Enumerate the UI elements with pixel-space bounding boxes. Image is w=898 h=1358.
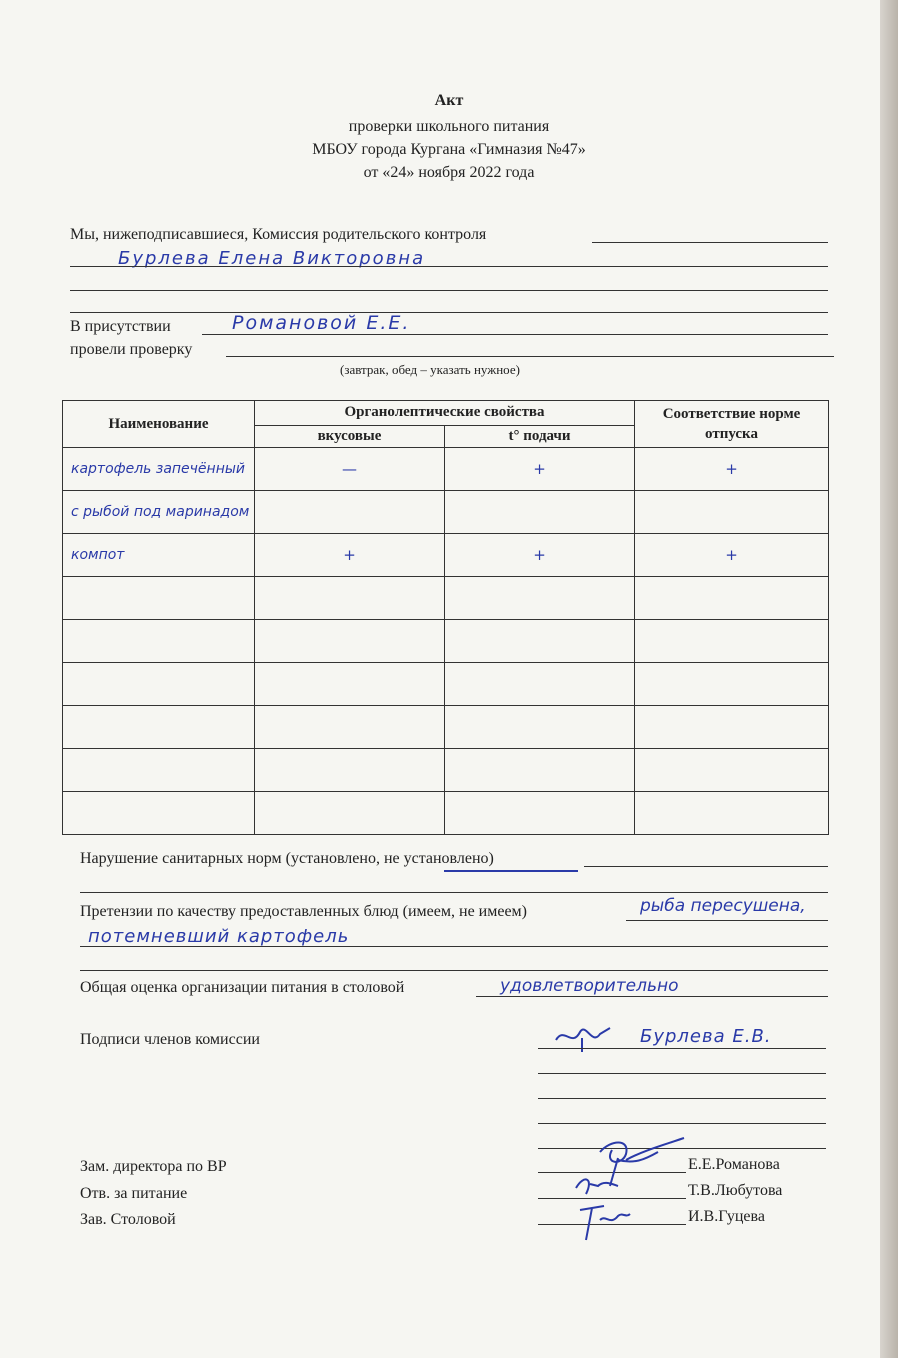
signature-line-4	[538, 1123, 826, 1124]
claims-line-1	[626, 920, 828, 921]
doc-subtitle-2: МБОУ города Кургана «Гимназия №47»	[312, 141, 586, 158]
dish-name-cell: картофель запечённый	[63, 448, 255, 491]
official-role-3: Зав. Столовой	[80, 1211, 176, 1228]
table-row	[63, 534, 829, 577]
assessment-handwriting: удовлетворительно	[500, 976, 679, 996]
dish-name-cell	[63, 792, 255, 835]
claims-label: Претензии по качеству предоставленных блюд (имеем, не имеем)	[80, 903, 528, 920]
commission-line-3	[70, 290, 828, 291]
doc-title: Акт	[434, 92, 464, 109]
taste-cell: —	[255, 448, 445, 491]
taste-cell	[255, 706, 445, 749]
compliance-cell	[635, 620, 829, 663]
signature-line-3	[538, 1098, 826, 1099]
claims-handwriting-1: рыба пересушена,	[640, 896, 806, 916]
claims-line-3	[80, 970, 828, 971]
violations-underline	[444, 870, 578, 872]
official-name-3: И.В.Гуцева	[688, 1208, 765, 1225]
header-temperature: t° подачи	[445, 425, 635, 447]
check-line	[226, 356, 834, 357]
official-role-1: Зам. директора по ВР	[80, 1158, 227, 1175]
inspection-table	[62, 400, 829, 835]
presence-line	[202, 334, 828, 335]
taste-cell	[255, 577, 445, 620]
commission-member-handwriting: Бурлева Елена Викторовна	[118, 248, 426, 269]
commission-line-2	[70, 266, 828, 267]
taste-cell	[255, 749, 445, 792]
table-row	[63, 620, 829, 663]
signature-line-1	[538, 1048, 826, 1049]
taste-cell: +	[255, 534, 445, 577]
header-organoleptic: Органолептические свойства	[255, 401, 635, 426]
temperature-cell: +	[445, 448, 635, 491]
table-row	[63, 491, 829, 534]
temperature-cell	[445, 577, 635, 620]
table-row	[63, 448, 829, 491]
temperature-cell	[445, 792, 635, 835]
header-taste: вкусовые	[255, 425, 445, 447]
temperature-cell	[445, 620, 635, 663]
table-row	[63, 706, 829, 749]
compliance-cell	[635, 491, 829, 534]
official-signatures	[560, 1130, 690, 1248]
header-compliance: Соответствие норме отпуска	[635, 401, 829, 448]
paper-edge	[880, 0, 898, 1358]
commission-line-1	[592, 242, 828, 243]
assessment-label: Общая оценка организации питания в столовой	[80, 979, 405, 996]
temperature-cell	[445, 706, 635, 749]
taste-cell	[255, 792, 445, 835]
commission-intro: Мы, нижеподписавшиеся, Комиссия родительского контроля	[70, 226, 487, 243]
compliance-cell: +	[635, 534, 829, 577]
check-label: провели проверку	[70, 341, 193, 358]
dish-name-cell: с рыбой под маринадом	[63, 491, 255, 534]
header-name: Наименование	[63, 401, 255, 448]
official-name-2: Т.В.Любутова	[688, 1182, 783, 1199]
violations-line-2	[80, 892, 828, 893]
signature-line-2	[538, 1073, 826, 1074]
violations-line-1	[584, 866, 828, 867]
dish-name-cell	[63, 620, 255, 663]
compliance-cell: +	[635, 448, 829, 491]
dish-name-cell	[63, 749, 255, 792]
doc-date: от «24» ноября 2022 года	[363, 164, 535, 181]
table-row	[63, 577, 829, 620]
dish-name-cell: компот	[63, 534, 255, 577]
claims-line-2	[80, 946, 828, 947]
compliance-cell	[635, 663, 829, 706]
signatures-label: Подписи членов комиссии	[80, 1031, 260, 1048]
check-hint: (завтрак, обед – указать нужное)	[340, 362, 520, 377]
taste-cell	[255, 663, 445, 706]
temperature-cell	[445, 749, 635, 792]
official-role-2: Отв. за питание	[80, 1185, 188, 1202]
member-signature-name: Бурлева Е.В.	[640, 1026, 772, 1047]
compliance-cell	[635, 706, 829, 749]
taste-cell	[255, 491, 445, 534]
dish-name-cell	[63, 706, 255, 749]
compliance-cell	[635, 749, 829, 792]
compliance-cell	[635, 577, 829, 620]
violations-label: Нарушение санитарных норм (установлено, не установлено)	[80, 850, 494, 867]
presence-label: В присутствии	[70, 318, 171, 335]
table-row	[63, 663, 829, 706]
commission-line-4	[70, 312, 828, 313]
official-name-1: Е.Е.Романова	[688, 1156, 780, 1173]
doc-subtitle-1: проверки школьного питания	[348, 118, 550, 135]
dish-name-cell	[63, 577, 255, 620]
taste-cell	[255, 620, 445, 663]
temperature-cell	[445, 663, 635, 706]
assessment-line	[476, 996, 828, 997]
compliance-cell	[635, 792, 829, 835]
claims-handwriting-2: потемневший картофель	[88, 926, 350, 947]
temperature-cell: +	[445, 534, 635, 577]
temperature-cell	[445, 491, 635, 534]
presence-handwriting: Романовой Е.Е.	[232, 312, 411, 334]
table-row	[63, 792, 829, 835]
table-row	[63, 749, 829, 792]
dish-name-cell	[63, 663, 255, 706]
